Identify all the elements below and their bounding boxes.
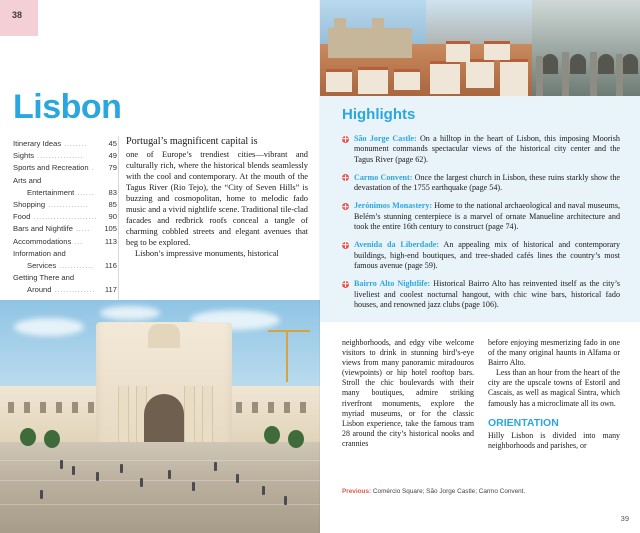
paragraph: Hilly Lisbon is divided into many neighborhoods and parishes, or bbox=[488, 430, 620, 450]
toc-entry[interactable] bbox=[13, 223, 117, 235]
castle-tower bbox=[372, 18, 384, 32]
toc-entry[interactable] bbox=[13, 175, 117, 187]
gothic-arch bbox=[622, 54, 638, 74]
toc-entry[interactable] bbox=[13, 138, 117, 150]
highlight-star-icon bbox=[342, 281, 349, 288]
toc-leader: ........ bbox=[61, 139, 88, 148]
plaza-ground bbox=[0, 442, 320, 533]
paragraph: neighborhoods, and edgy vibe welcome visitors to drink in stunning bird’s-eye views from many panoramic miradouros (viewpoints) or hip hotel rooftop bars. Stroll the chic boulevards with their many boutiques, admire striking riverfront monuments, explore the myriad museums, or for the classic Lisbon experience, take the famous tram 28 around the city’s historical nooks and crannies bbox=[342, 338, 474, 448]
highlight-text: On a hilltop in the heart of Lisbon, this imposing Moorish monument commands spectacular views of the historical city center and the Tagus River (page 62). bbox=[354, 134, 620, 164]
intro-paragraph-2: Lisbon’s impressive monuments, historical bbox=[135, 249, 279, 259]
tree bbox=[264, 426, 280, 444]
list-item[interactable] bbox=[342, 201, 620, 232]
toc-label: Itinerary Ideas bbox=[13, 139, 62, 148]
pedestrian bbox=[284, 496, 287, 505]
toc-page: 113 bbox=[104, 236, 117, 246]
toc-page: 79 bbox=[108, 163, 117, 173]
highlight-name: Bairro Alto Nightlife: bbox=[354, 279, 431, 289]
page-title: Lisbon bbox=[13, 88, 122, 126]
pedestrian bbox=[262, 486, 265, 495]
page-tab-left bbox=[0, 0, 38, 36]
pedestrian bbox=[168, 470, 171, 479]
photo-comercio-square bbox=[0, 300, 320, 533]
construction-crane bbox=[268, 330, 310, 332]
toc-leader: ...... bbox=[74, 187, 95, 197]
table-of-contents bbox=[13, 138, 117, 297]
toc-page: 116 bbox=[104, 261, 117, 271]
toc-label: Arts and bbox=[13, 175, 42, 185]
house bbox=[358, 67, 388, 94]
toc-label: Bars and Nightlife bbox=[13, 224, 73, 234]
highlight-star-icon bbox=[342, 174, 349, 181]
column-divider bbox=[118, 136, 119, 304]
highlights-panel bbox=[320, 96, 640, 322]
toc-page: 83 bbox=[108, 187, 117, 197]
list-item[interactable] bbox=[342, 134, 620, 165]
pillar bbox=[562, 52, 569, 96]
intro-paragraph-1: one of Europe’s trendiest cities—vibrant and culturally rich, where the historical blends seamlessly with the cool and contemporary. At the mouth of the Tagus River (Rio Tejo), the “City of Seven Hills” is buzzing and cosmopolitan, home to melodic fado music and a vivid nightlife scene. Traditional tile-clad facades and redbrick roofs conceal a tangle of charming cobbled streets and elegant avenues that beg to be explored. bbox=[126, 149, 308, 248]
paragraph: before enjoying mesmerizing fado in one of the many original haunts in Alfama or Bairro Alto. bbox=[488, 338, 620, 368]
body-column-2 bbox=[488, 338, 620, 451]
highlight-text: Historical Bairro Alto has reinvented itself as the city’s liveliest and coolest nocturnal hangout, with chic wine bars, historical fado houses, and renowned jazz clubs (page 106). bbox=[354, 279, 620, 309]
intro-column bbox=[126, 136, 308, 260]
toc-entry[interactable] bbox=[13, 199, 117, 211]
triumphal-arch bbox=[96, 322, 232, 462]
toc-label: Services bbox=[27, 261, 57, 271]
house bbox=[430, 61, 460, 94]
toc-entry[interactable] bbox=[13, 272, 117, 284]
paragraph: Less than an hour from the heart of the city are the upscale towns of Estoril and Cascais, as well as magical Sintra, which famously has a microclimate all its own. bbox=[488, 368, 620, 408]
cloud bbox=[100, 306, 160, 320]
highlights-list bbox=[342, 134, 620, 318]
folio-number-right: 39 bbox=[620, 514, 629, 523]
toc-leader: ..... bbox=[72, 224, 91, 234]
pedestrian bbox=[236, 474, 239, 483]
photo-alfama-rooftops bbox=[426, 0, 532, 96]
house bbox=[466, 59, 494, 88]
highlight-star-icon bbox=[342, 203, 349, 210]
caption-label: Previous: bbox=[342, 488, 372, 495]
house bbox=[394, 69, 420, 90]
toc-entry[interactable] bbox=[13, 150, 117, 162]
toc-page: 90 bbox=[108, 212, 117, 222]
photo-carmo-convent bbox=[532, 0, 640, 96]
caption-text: Comércio Square; São Jorge Castle; Carmo Convent. bbox=[371, 488, 526, 495]
highlight-text: Home to the national archaeological and naval museums, Belém’s stunning centerpiece is a marvel of ornate Manueline architecture and took the entire 16th century to construct (page 74). bbox=[354, 201, 620, 232]
highlight-name: Avenida da Liberdade: bbox=[354, 240, 440, 250]
pedestrian bbox=[96, 472, 99, 481]
toc-label: Sports and Recreation bbox=[13, 163, 89, 173]
toc-entry[interactable] bbox=[13, 162, 117, 174]
toc-label: Getting There and bbox=[13, 273, 75, 283]
castle-tower bbox=[334, 18, 346, 32]
highlight-name: São Jorge Castle: bbox=[354, 134, 417, 143]
house bbox=[446, 41, 470, 62]
toc-leader: .............. bbox=[51, 285, 96, 295]
tree bbox=[20, 428, 36, 446]
pedestrian bbox=[60, 460, 63, 469]
body-column-1 bbox=[342, 338, 474, 449]
toc-leader: .............. bbox=[45, 200, 89, 210]
toc-label: Food bbox=[13, 212, 31, 222]
toc-label: Sights bbox=[13, 151, 35, 161]
highlight-text: An appealing mix of historical and contemporary buildings, high-end boutiques, and tree-shaded cafés lines the country’s most famous avenue (page 59). bbox=[354, 240, 620, 270]
intro-lead-line: Portugal’s magnificent capital is bbox=[126, 136, 258, 147]
toc-entry[interactable] bbox=[13, 260, 117, 272]
toc-leader: ............ bbox=[56, 261, 94, 271]
toc-label: Around bbox=[27, 285, 52, 295]
tree bbox=[44, 430, 60, 448]
toc-label: Information and bbox=[13, 248, 66, 258]
section-heading-orientation: ORIENTATION bbox=[488, 416, 559, 429]
house bbox=[484, 41, 510, 60]
castle-wall bbox=[328, 28, 412, 58]
toc-page: 49 bbox=[108, 151, 117, 161]
photo-caption bbox=[342, 488, 628, 495]
pedestrian bbox=[72, 466, 75, 475]
toc-entry[interactable] bbox=[13, 187, 117, 199]
pillar bbox=[536, 56, 543, 96]
toc-label: Shopping bbox=[13, 200, 46, 210]
list-item[interactable] bbox=[342, 240, 620, 271]
highlights-heading: Highlights bbox=[342, 106, 416, 123]
highlight-star-icon bbox=[342, 136, 349, 143]
toc-page: 45 bbox=[108, 139, 117, 148]
toc-page: 117 bbox=[104, 285, 117, 295]
tree bbox=[288, 430, 304, 448]
pedestrian bbox=[120, 464, 123, 473]
toc-leader: ................ bbox=[34, 151, 84, 161]
highlight-star-icon bbox=[342, 242, 349, 249]
list-item[interactable] bbox=[342, 279, 620, 310]
pedestrian bbox=[140, 478, 143, 487]
gothic-arch bbox=[542, 54, 558, 74]
toc-entry[interactable] bbox=[13, 211, 117, 223]
toc-entry[interactable] bbox=[13, 284, 117, 296]
highlight-text: Once the largest church in Lisbon, these ruins starkly show the devastation of the 1755 earthquake (page 54). bbox=[354, 172, 620, 193]
cloud bbox=[14, 318, 84, 336]
house bbox=[500, 59, 528, 96]
highlight-name: Jerónimos Monastery: bbox=[354, 201, 433, 211]
toc-page: 105 bbox=[104, 224, 117, 234]
pedestrian bbox=[192, 482, 195, 491]
list-item[interactable] bbox=[342, 173, 620, 194]
gothic-arch bbox=[570, 54, 586, 74]
toc-label: Entertainment bbox=[27, 187, 75, 197]
photo-sao-jorge-castle bbox=[320, 0, 426, 96]
pedestrian bbox=[214, 462, 217, 471]
crane-mast bbox=[286, 330, 288, 382]
pillar bbox=[616, 54, 623, 96]
toc-leader: . bbox=[88, 163, 95, 173]
toc-entry[interactable] bbox=[13, 248, 117, 260]
toc-leader: ... bbox=[71, 236, 83, 246]
folio-number-left: 38 bbox=[12, 10, 23, 20]
toc-entry[interactable] bbox=[13, 236, 117, 248]
house bbox=[326, 69, 352, 92]
right-page bbox=[320, 0, 640, 533]
toc-leader: ...................... bbox=[30, 212, 98, 222]
arch-statue bbox=[148, 324, 180, 348]
pillar bbox=[590, 52, 597, 96]
gothic-arch bbox=[598, 54, 614, 74]
pedestrian bbox=[40, 490, 43, 499]
photo-strip bbox=[320, 0, 640, 96]
toc-page: 85 bbox=[108, 200, 117, 210]
highlight-name: Carmo Convent: bbox=[354, 172, 413, 182]
toc-label: Accommodations bbox=[13, 236, 72, 246]
